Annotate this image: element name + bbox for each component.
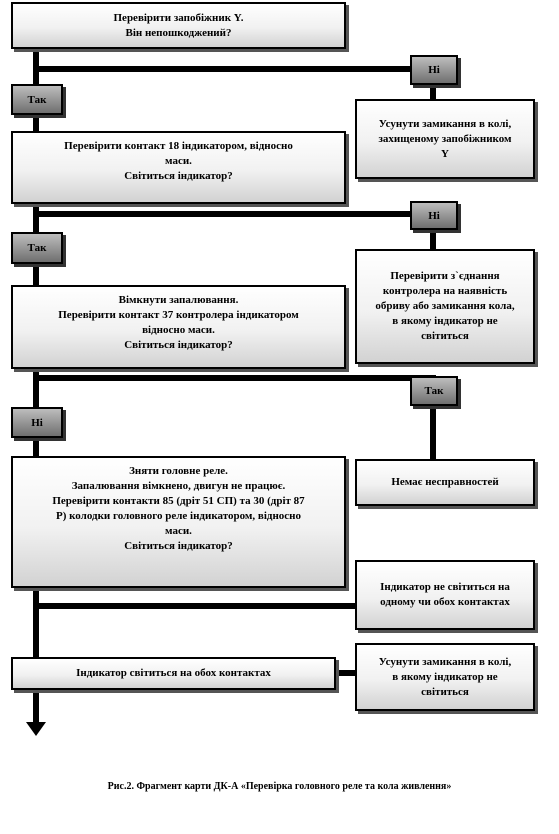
tag-no-3 (11, 407, 63, 438)
branch-line-4 (33, 603, 358, 609)
check-main-relay-step (11, 456, 346, 588)
tag-no-3-label: Ні (31, 416, 43, 429)
tag-no-2-label: Ні (428, 209, 440, 222)
tag-yes-2 (11, 232, 63, 264)
tag-yes-3 (410, 376, 458, 406)
check-controller-connection-box (355, 249, 535, 364)
check-main-relay-text: Зняти головне реле. Запалювання вімкнено, двигун не працює. Перевірити контакти 85 (дріт 51 СП) та 30 (дріт 87 Р) колодки головного реле індикатором, відносно маси. Світиться індикатор? (52, 465, 305, 552)
no-fault-text: Немає несправностей (391, 476, 499, 488)
tag-no-2 (410, 201, 458, 230)
check-contact-18-text: Перевірити контакт 18 індикатором, відносно маси. Світиться індикатор? (64, 140, 293, 182)
fix-fuse-circuit-box (355, 99, 535, 179)
figure-caption: Рис.2. Фрагмент карти ДК-А «Перевірка головного реле та кола живлення» (107, 781, 452, 792)
check-fuse-step (11, 2, 346, 49)
fix-indicator-circuit-box (355, 643, 535, 711)
check-contact-37-text: Вімкнути запалювання. Перевірити контакт 37 контролера індикатором відносно маси. Світиться індикатор? (58, 294, 299, 351)
branch-line-1 (33, 66, 433, 72)
fix-indicator-circuit-text: Усунути замикання в колі, в якому індикатор не світиться (378, 655, 512, 698)
tag-yes-2-label: Так (27, 242, 47, 254)
check-contact-18-step (11, 131, 346, 204)
indicator-off-box (355, 560, 535, 630)
indicator-on-both-box (11, 657, 336, 690)
indicator-off-text: Індикатор не світиться на одному чи обох контактах (380, 581, 510, 608)
check-contact-37-step (11, 285, 346, 369)
tag-no-1-label: Ні (428, 64, 440, 76)
indicator-on-both-text: Індикатор світиться на обох контактах (76, 667, 271, 679)
flow-arrowhead (26, 722, 46, 736)
check-controller-connection-text: Перевірити з`єднання контролера на наявність обриву або замикання кола, в якому індикатор не світиться (375, 270, 515, 342)
tag-yes-1-label: Так (27, 93, 47, 106)
tag-yes-1 (11, 84, 63, 115)
check-fuse-text: Перевірити запобіжник Y. Він непошкоджений? (113, 11, 244, 39)
tag-no-1 (410, 55, 458, 85)
tag-yes-3-label: Так (424, 385, 444, 397)
branch-line-3 (33, 375, 433, 381)
branch-line-2 (33, 211, 433, 217)
fix-fuse-circuit-text: Усунути замикання в колі, захищеному запобіжником Y (378, 117, 512, 160)
no-fault-box (355, 459, 535, 506)
